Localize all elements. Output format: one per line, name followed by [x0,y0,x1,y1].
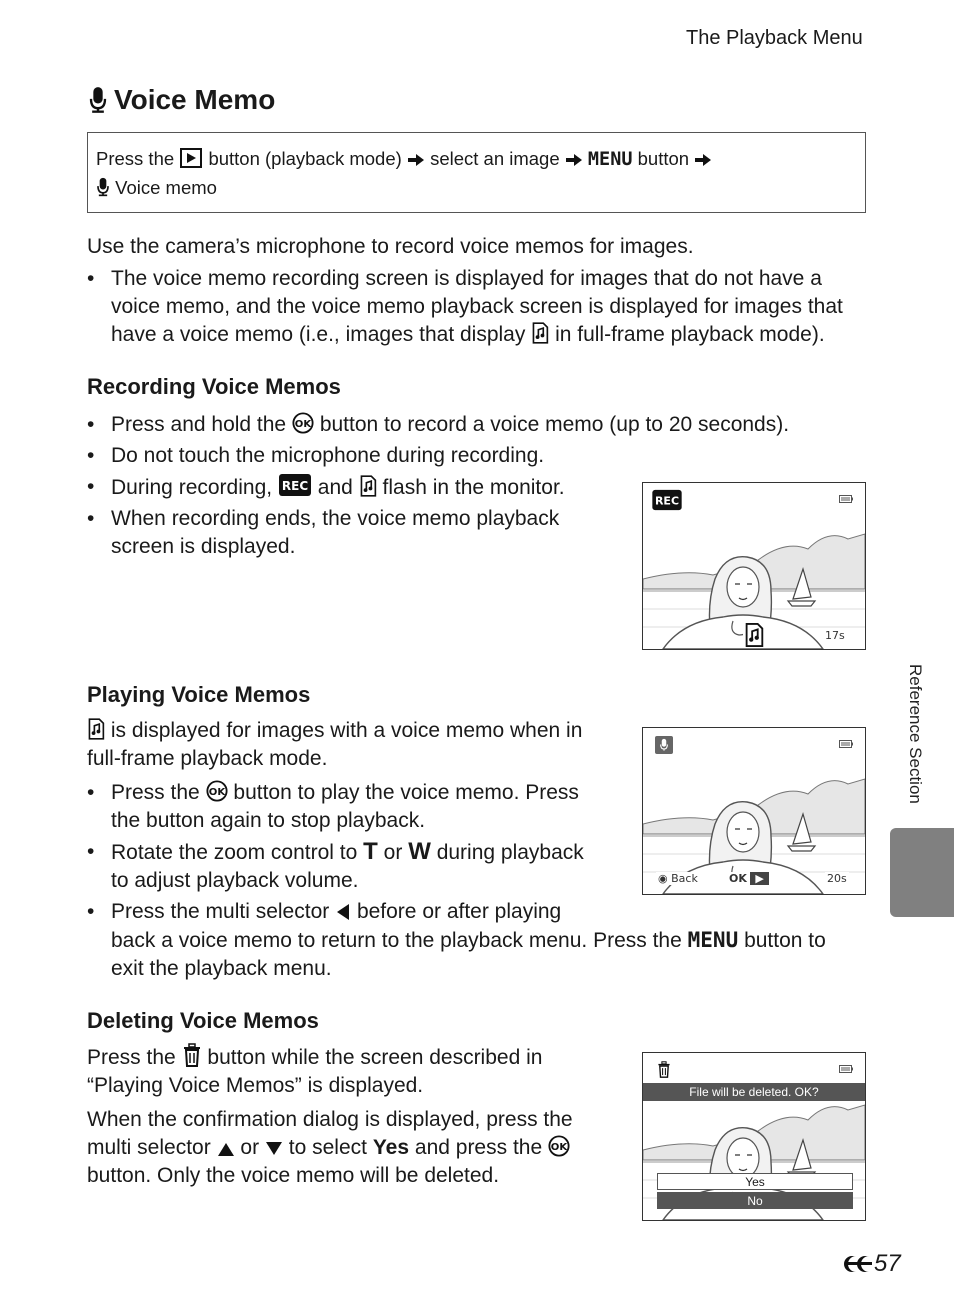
recording-b3-text-b: and [317,476,353,499]
arrow-right-icon [565,152,583,168]
delete-dialog-title: File will be deleted. OK? [643,1083,865,1101]
recording-b1-text-b: button to record a voice memo (up to 20 seconds). [319,413,790,436]
delete-dialog-no-option[interactable]: No [657,1192,853,1209]
intro-bullet-text-a: have a voice memo (i.e., images that display [111,323,526,346]
playing-bullet-3 [87,898,847,983]
intro-bullet-line-2: voice memo, and the voice memo playback screen is displayed for images that [111,295,843,318]
deleting-p1-text-b: button while the screen described in [207,1046,543,1069]
battery-icon [839,1065,853,1073]
reference-section-icon [838,1253,872,1275]
menu-button-icon: MENU [587,149,633,170]
nav-text-5: Voice memo [115,177,217,198]
recording-b4-line-2: screen is displayed. [111,535,296,558]
playback-screen-illustration [642,727,866,895]
arrow-right-icon [694,152,712,168]
zoom-tele-icon: T [363,838,378,865]
rec-indicator-icon [278,473,312,497]
recording-bullet-1 [87,411,847,439]
intro-bullet [87,265,867,349]
recording-b1-text-a: Press and hold the [111,413,287,436]
ok-button-icon [206,780,228,802]
playing-paragraph [87,717,627,773]
back-label: Back [671,872,698,885]
zoom-wide-icon: W [408,838,431,865]
yes-emphasis: Yes [372,1136,410,1159]
section-title [88,84,275,116]
playing-b3-line-3: exit the playback menu. [111,957,332,980]
voice-memo-icon [743,623,765,647]
nav-text-2: button (playback mode) [208,148,402,169]
playing-b1-text-a: Press the [111,781,200,804]
playing-b2-text-c: during playback [436,841,584,864]
recording-b3-text-c: flash in the monitor. [382,476,565,499]
side-section-label: Reference Section [906,664,925,804]
playing-b1-line-2: the button again to stop playback. [111,809,426,832]
intro-bullet-line-3 [111,321,867,349]
recording-bullet-2: • Do not touch the microphone during recording. [87,442,847,470]
intro-bullet-line-1: • The voice memo recording screen is displayed for images that do not have a [111,267,822,290]
voice-memo-icon [87,718,105,740]
playing-b1-text-b: button to play the voice memo. Press [233,781,579,804]
multi-selector-up-icon [217,1141,235,1157]
playing-b2-line-2: to adjust playback volume. [111,869,359,892]
deleting-p2-line-3: button. Only the voice memo will be deleted. [87,1164,500,1187]
play-icon: ▶ [750,872,768,885]
deleting-heading: Deleting Voice Memos [87,1008,319,1033]
nav-text-4: button [637,148,690,169]
deleting-paragraph-1 [87,1043,627,1100]
side-section-tab [890,828,954,917]
deleting-paragraph-2 [87,1106,627,1190]
battery-icon [839,740,853,748]
navigation-path-box [87,132,866,213]
deleting-p1-line-2: “Playing Voice Memos” is displayed. [87,1074,424,1097]
playing-b3-text-b: before or after playing [356,900,562,923]
playing-bullet-1 [87,779,611,835]
playing-heading: Playing Voice Memos [87,682,311,707]
playing-b2-text-a: Rotate the zoom control to [111,841,358,864]
multi-selector-left-icon [335,903,351,921]
deleting-p2-text-c: or [240,1136,260,1159]
ok-button-icon [292,412,314,434]
playing-bullet-2 [87,838,611,895]
delete-screen-illustration [642,1052,866,1221]
page-number [838,1250,901,1278]
intro-block [87,233,867,349]
section-title-text: Voice Memo [114,84,276,115]
remaining-time: 17s [825,629,845,642]
playback-time: 20s [827,872,847,885]
nav-text-1: Press the [96,148,175,169]
deleting-p2-text-d: to select [288,1136,367,1159]
playing-paragraph-line-1 [87,717,627,745]
deleting-p2-text-b: multi selector [87,1136,211,1159]
voice-memo-icon [531,322,549,344]
multi-selector-down-icon [265,1141,283,1157]
recording-heading: Recording Voice Memos [87,374,341,399]
deleting-p2-text-f: and press the [414,1136,543,1159]
playing-p1-text: is displayed for images with a voice memo when in [110,719,583,742]
battery-icon [839,495,853,503]
trash-icon [657,1061,671,1078]
intro-paragraph: Use the camera’s microphone to record voice memos for images. [87,235,694,258]
microphone-icon [655,736,673,754]
recording-screen-illustration [642,482,866,650]
playback-button-icon [179,148,203,168]
play-hint [727,872,771,885]
page-number-text: 57 [874,1250,901,1277]
microphone-icon [96,177,110,197]
recording-b3-text-a: During recording, [111,476,273,499]
playing-paragraph-line-2: full-frame playback mode. [87,747,328,770]
microphone-icon [88,86,108,114]
deleting-p1-text-a: Press the [87,1046,176,1069]
rec-indicator-icon [651,489,683,511]
voice-memo-icon [359,475,377,497]
voice-memo-mode-badge [655,736,673,754]
menu-button-icon: MENU [687,928,739,952]
playing-b3-text-a: Press the multi selector [111,900,330,923]
delete-dialog-yes-option[interactable]: Yes [657,1173,853,1190]
ok-button-icon [548,1135,570,1157]
intro-bullet-text-b: in full-frame playback mode). [555,323,825,346]
trash-icon [182,1043,202,1067]
arrow-right-icon [407,152,425,168]
nav-text-3: select an image [430,148,560,169]
playing-b3-text-c: back a voice memo to return to the playback menu. Press the [111,929,682,952]
back-hint [656,872,700,885]
deleting-p2-line-1: When the confirmation dialog is displayed, press the [87,1108,573,1131]
ok-label: OK [729,872,747,885]
running-title: The Playback Menu [686,27,863,49]
multi-selector-icon: ◉ [658,872,668,885]
playing-b3-text-d: button to [744,929,826,952]
recording-b4-line-1: • When recording ends, the voice memo playback [111,507,560,530]
playing-b2-text-b: or [383,841,403,864]
